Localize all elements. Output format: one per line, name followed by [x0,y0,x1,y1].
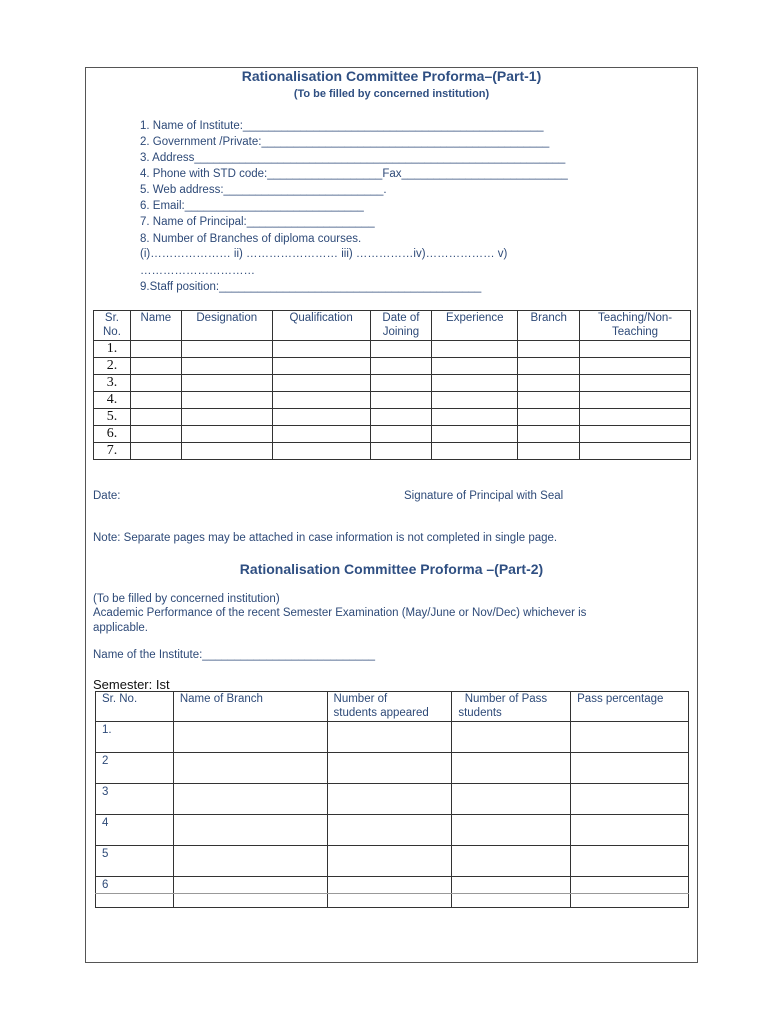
col-experience: Experience [432,311,518,341]
performance-table-cell[interactable] [452,846,571,877]
staff-table-cell[interactable] [272,426,370,443]
staff-row-number: 5. [94,409,131,426]
field-web-address[interactable]: 5. Web address:_________________________. [140,184,387,196]
col-branch: Branch [518,311,580,341]
staff-table-cell[interactable] [432,392,518,409]
staff-table-cell[interactable] [130,426,181,443]
part1-subtitle: (To be filled by concerned institution) [293,88,490,100]
performance-table-cell[interactable] [452,722,571,753]
staff-row-number: 7. [94,443,131,460]
col-designation: Designation [181,311,272,341]
staff-table-cell[interactable] [130,375,181,392]
staff-row-number: 3. [94,375,131,392]
performance-table-cell[interactable] [452,753,571,784]
staff-table-cell[interactable] [272,392,370,409]
col-pass-percentage: Pass percentage [571,692,689,722]
staff-table-cell[interactable] [181,443,272,460]
performance-row-number: 5 [96,846,174,877]
performance-row-number: 3 [96,784,174,815]
performance-table-cell[interactable] [327,784,452,815]
staff-table-cell[interactable] [130,392,181,409]
staff-table-row [94,375,691,392]
performance-row-number: 2 [96,753,174,784]
staff-table-cell[interactable] [370,392,432,409]
staff-table-cell[interactable] [181,375,272,392]
field-institute-name[interactable]: 1. Name of Institute:_______________________________________________ [140,120,544,132]
staff-row-number: 6. [94,426,131,443]
staff-table-cell[interactable] [432,341,518,358]
staff-table-cell[interactable] [181,341,272,358]
field-email[interactable]: 6. Email:____________________________ [140,200,364,212]
performance-table-cell[interactable] [327,753,452,784]
performance-table-row [96,877,689,908]
staff-table-cell[interactable] [370,443,432,460]
staff-table-cell[interactable] [432,409,518,426]
staff-row-number: 2. [94,358,131,375]
col-name: Name [130,311,181,341]
staff-table-cell[interactable] [580,443,691,460]
staff-table-cell[interactable] [272,341,370,358]
performance-table-cell[interactable] [173,784,327,815]
note-text: Note: Separate pages may be attached in case information is not completed in single page. [93,532,558,544]
performance-table-cell[interactable] [327,722,452,753]
staff-table-cell[interactable] [370,358,432,375]
performance-table-cell[interactable] [327,846,452,877]
col-qualification: Qualification [272,311,370,341]
col-teaching: Teaching/Non- Teaching [580,311,691,341]
staff-table-cell[interactable] [580,341,691,358]
staff-table-cell[interactable] [518,358,580,375]
part2-intro-3: applicable. [93,622,148,634]
field-phone-fax[interactable]: 4. Phone with STD code:__________________Fax__________________________ [140,168,568,180]
staff-table-cell[interactable] [580,392,691,409]
staff-table-cell[interactable] [432,443,518,460]
staff-table-cell[interactable] [181,409,272,426]
performance-table-cell[interactable] [452,815,571,846]
staff-table-cell[interactable] [130,341,181,358]
part2-intro-1: (To be filled by concerned institution) [93,593,280,605]
performance-table-cell[interactable] [571,846,689,877]
performance-table-cell[interactable] [452,877,571,908]
field-branches-list[interactable]: (i)………………… ii) …………………… iii) ……………iv)……………… v) [140,248,508,260]
staff-table-cell[interactable] [580,358,691,375]
staff-table-cell[interactable] [181,392,272,409]
col-branch-name: Name of Branch [173,692,327,722]
staff-row-number: 4. [94,392,131,409]
col-date-of-joining: Date of Joining [370,311,432,341]
staff-table-row [94,409,691,426]
staff-table-header [94,311,691,341]
staff-table-cell[interactable] [272,443,370,460]
part2-intro-2: Academic Performance of the recent Semester Examination (May/June or Nov/Dec) whichever is [93,607,587,619]
performance-table-cell[interactable] [571,877,689,908]
performance-table-cell[interactable] [173,846,327,877]
performance-table-cell[interactable] [173,815,327,846]
part2-title: Rationalisation Committee Proforma –(Part-2) [239,561,544,577]
col-sr-no: Sr. No. [94,311,131,341]
staff-table-cell[interactable] [130,409,181,426]
staff-table-row [94,341,691,358]
performance-row-number: 6 [96,877,174,908]
performance-table-cell[interactable] [173,877,327,908]
performance-table-cell[interactable] [571,815,689,846]
staff-table-cell[interactable] [370,409,432,426]
part1-title: Rationalisation Committee Proforma–(Part-1) [241,68,542,84]
performance-table-cell[interactable] [173,753,327,784]
staff-table-cell[interactable] [518,392,580,409]
performance-table-cell[interactable] [327,877,452,908]
staff-table-cell[interactable] [130,358,181,375]
staff-table-cell[interactable] [580,375,691,392]
staff-table-cell[interactable] [518,341,580,358]
staff-table-cell[interactable] [518,426,580,443]
staff-table-cell[interactable] [272,375,370,392]
performance-table-cell[interactable] [173,722,327,753]
performance-table-row [96,722,689,753]
semester-label: Semester: Ist [93,677,170,692]
date-label: Date: [93,490,121,502]
staff-table-cell[interactable] [518,443,580,460]
field-branches-continued[interactable]: ………………………… [140,265,255,277]
staff-table-cell[interactable] [432,375,518,392]
staff-table-cell[interactable] [580,426,691,443]
performance-table-cell[interactable] [327,815,452,846]
staff-table-cell[interactable] [432,426,518,443]
field-branches-label: 8. Number of Branches of diploma courses. [140,233,362,245]
staff-table [93,310,691,460]
staff-table-cell[interactable] [370,375,432,392]
performance-table-cell[interactable] [571,753,689,784]
staff-table-row [94,358,691,375]
performance-row-number: 1. [96,722,174,753]
signature-label: Signature of Principal with Seal [404,490,564,502]
performance-table [95,691,689,908]
field-principal-name[interactable]: 7. Name of Principal:____________________ [140,216,375,228]
col-sr-no-2: Sr. No. [96,692,174,722]
performance-table-row [96,784,689,815]
performance-row-number: 4 [96,815,174,846]
field-staff-position[interactable]: 9.Staff position:_________________________________________ [140,281,482,293]
staff-table-cell[interactable] [272,409,370,426]
staff-table-cell[interactable] [130,443,181,460]
performance-table-cell[interactable] [571,784,689,815]
staff-table-cell[interactable] [181,426,272,443]
performance-table-row [96,815,689,846]
col-pass-students: Number of Pass students [452,692,571,722]
staff-table-row [94,392,691,409]
performance-table-row [96,846,689,877]
performance-table-cell[interactable] [452,784,571,815]
field-government-private[interactable]: 2. Government /Private:_____________________________________________ [140,136,550,148]
staff-table-cell[interactable] [580,409,691,426]
performance-table-row [96,753,689,784]
field-address[interactable]: 3. Address__________________________________________________________ [140,152,566,164]
staff-table-row [94,426,691,443]
staff-table-cell[interactable] [272,358,370,375]
col-students-appeared: Number of students appeared [327,692,452,722]
staff-table-cell[interactable] [432,358,518,375]
staff-table-cell[interactable] [370,426,432,443]
performance-table-header [96,692,689,722]
performance-table-cell[interactable] [571,722,689,753]
staff-table-cell[interactable] [181,358,272,375]
staff-table-cell[interactable] [518,375,580,392]
staff-table-cell[interactable] [518,409,580,426]
staff-table-row [94,443,691,460]
staff-row-number: 1. [94,341,131,358]
field-part2-institute[interactable]: Name of the Institute:___________________________ [93,649,375,661]
bottom-divider [95,893,689,894]
staff-table-cell[interactable] [370,341,432,358]
